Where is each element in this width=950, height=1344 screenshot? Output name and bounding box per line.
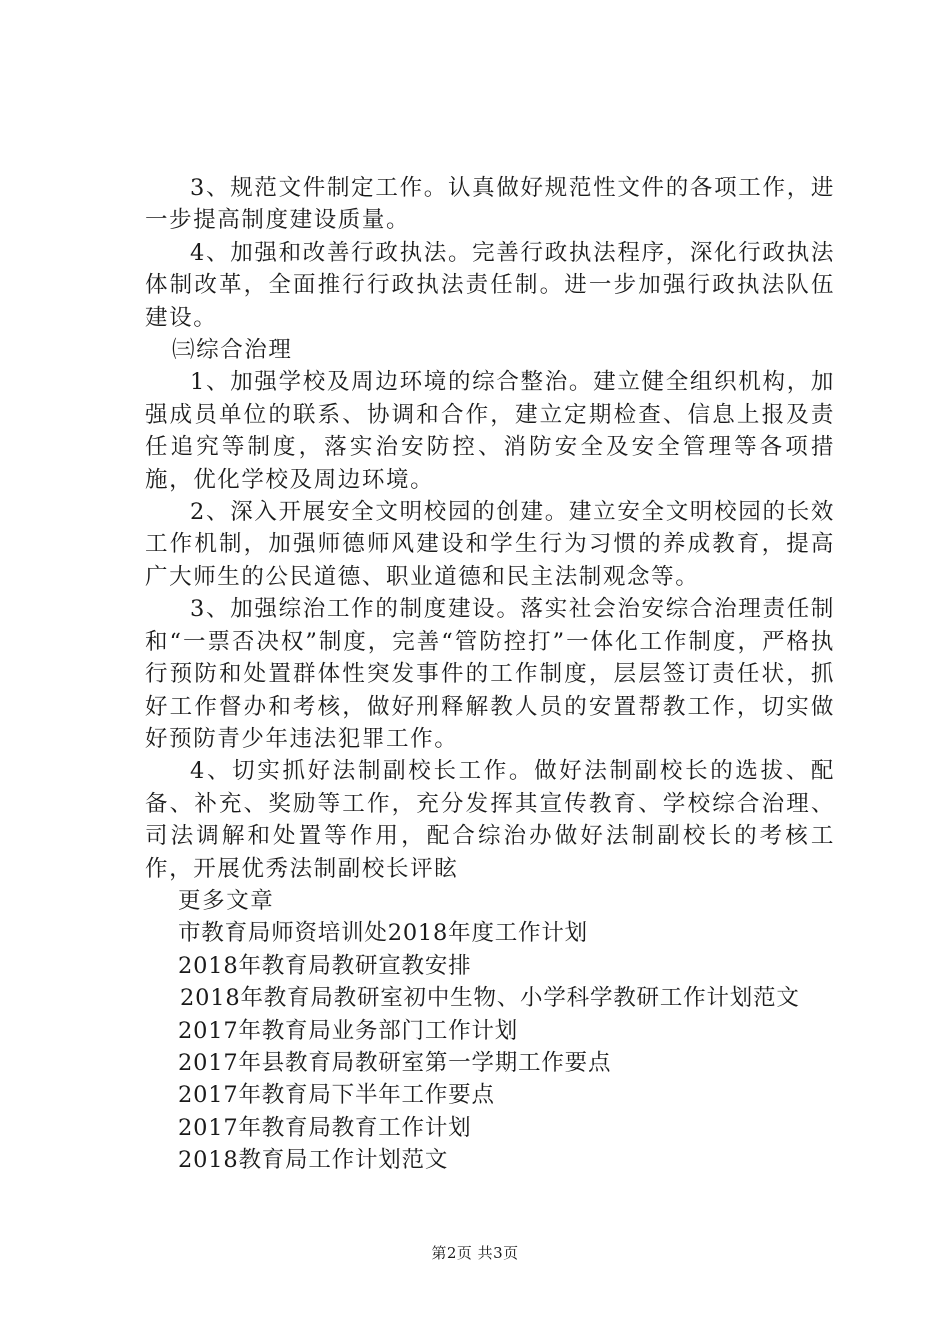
section-heading-comprehensive-governance: ㈢综合治理 xyxy=(172,337,293,364)
paragraph-campus-environment: 1、加强学校及周边环境的综合整治。建立健全组织机构，加强成员单位的联系、协调和合作，建立定期检查、信息上报及责任追究等制度，落实治安防控、消防安全及安全管理等各项措施，优化学校及周边环境。 xyxy=(145,369,835,493)
more-article-link[interactable]: 2017年教育局教育工作计划 xyxy=(178,1114,472,1141)
more-articles-title: 更多文章 xyxy=(178,887,275,914)
paragraph-administrative-enforcement: 4、加强和改善行政执法。完善行政执法程序，深化行政执法体制改革，全面推行行政执法责任制。进一步加强行政执法队伍建设。 xyxy=(145,239,835,331)
more-articles-list xyxy=(145,917,835,1176)
more-article-link[interactable]: 2017年教育局下半年工作要点 xyxy=(178,1082,495,1109)
paragraph-safe-campus: 2、深入开展安全文明校园的创建。建立安全文明校园的长效工作机制，加强师德师风建设和学生行为习惯的养成教育，提高广大师生的公民道德、职业道德和民主法制观念等。 xyxy=(145,499,835,590)
page-number-footer: 第2页 共3页 xyxy=(431,1244,519,1262)
paragraph-regulation-documents: 3、规范文件制定工作。认真做好规范性文件的各项工作，进一步提高制度建设质量。 xyxy=(145,175,835,234)
more-article-link[interactable]: 2018年教育局教研室初中生物、小学科学教研工作计划范文 xyxy=(180,985,800,1012)
paragraph-legal-vice-principal: 4、切实抓好法制副校长工作。做好法制副校长的选拔、配备、补充、奖励等工作，充分发挥其宣传教育、学校综合治理、司法调解和处置等作用，配合综治办做好法制副校长的考核工作，开展优秀法制副校长评眩 xyxy=(145,758,835,882)
more-article-link[interactable]: 2017年教育局业务部门工作计划 xyxy=(178,1017,519,1044)
more-article-link[interactable]: 市教育局师资培训处2018年度工作计划 xyxy=(178,920,588,947)
more-article-link[interactable]: 2017年县教育局教研室第一学期工作要点 xyxy=(178,1049,612,1076)
more-article-link[interactable]: 2018教育局工作计划范文 xyxy=(178,1147,449,1174)
paragraph-governance-system: 3、加强综治工作的制度建设。落实社会治安综合治理责任制和“一票否决权”制度，完善“管防控打”一体化工作制度，严格执行预防和处置群体性突发事件的工作制度，层层签订责任状，抓好工作督办和考核，做好刑释解教人员的安置帮教工作，切实做好预防青少年违法犯罪工作。 xyxy=(145,596,835,752)
document-body xyxy=(145,172,835,1177)
more-article-link[interactable]: 2018年教育局教研宣教安排 xyxy=(178,952,472,979)
